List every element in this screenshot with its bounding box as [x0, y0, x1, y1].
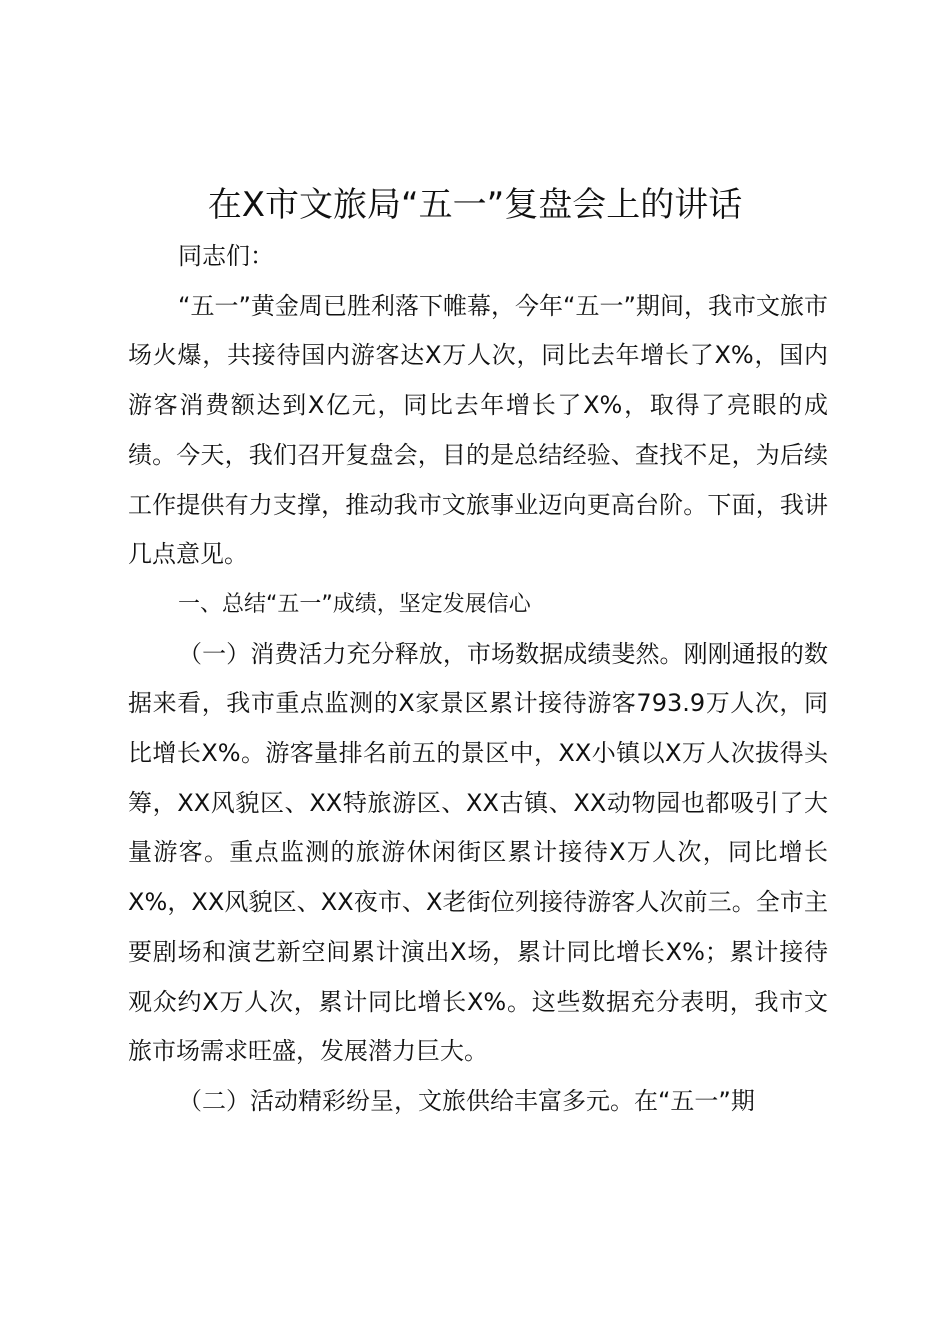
subsection-1-paragraph: （一）消费活力充分释放，市场数据成绩斐然。刚刚通报的数据来看，我市重点监测的X家景区累计接待游客793.9万人次，同比增长X%。游客量排名前五的景区中，XX小镇以X万人次拔得头筹，XX风貌区、XX特旅游区、XX古镇、XX动物园也都吸引了大量游客。重点监测的旅游休闲街区累计接待X万人次，同比增长X%，XX风貌区、XX夜市、X老街位列接待游客人次前三。全市主要剧场和演艺新空间累计演出X场，累计同比增长X%；累计接待观众约X万人次，累计同比增长X%。这些数据充分表明，我市文旅市场需求旺盛，发展潜力巨大。	[128, 639, 828, 1066]
section-heading: 一、总结“五一”成绩，坚定发展信心	[178, 591, 531, 617]
document-body	[128, 232, 828, 1127]
intro-paragraph: “五一”黄金周已胜利落下帷幕，今年“五一”期间，我市文旅市场火爆，共接待国内游客达X万人次，同比去年增长了X%，国内游客消费额达到X亿元，同比去年增长了X%，取得了亮眼的成绩。今天，我们召开复盘会，目的是总结经验、查找不足，为后续工作提供有力支撑，推动我市文旅事业迈向更高台阶。下面，我讲几点意见。	[128, 291, 828, 569]
document-title: 在X市文旅局“五一”复盘会上的讲话	[207, 185, 743, 225]
subsection-2-paragraph: （二）活动精彩纷呈，文旅供给丰富多元。在“五一”期	[178, 1086, 755, 1115]
salutation: 同志们：	[178, 242, 274, 270]
